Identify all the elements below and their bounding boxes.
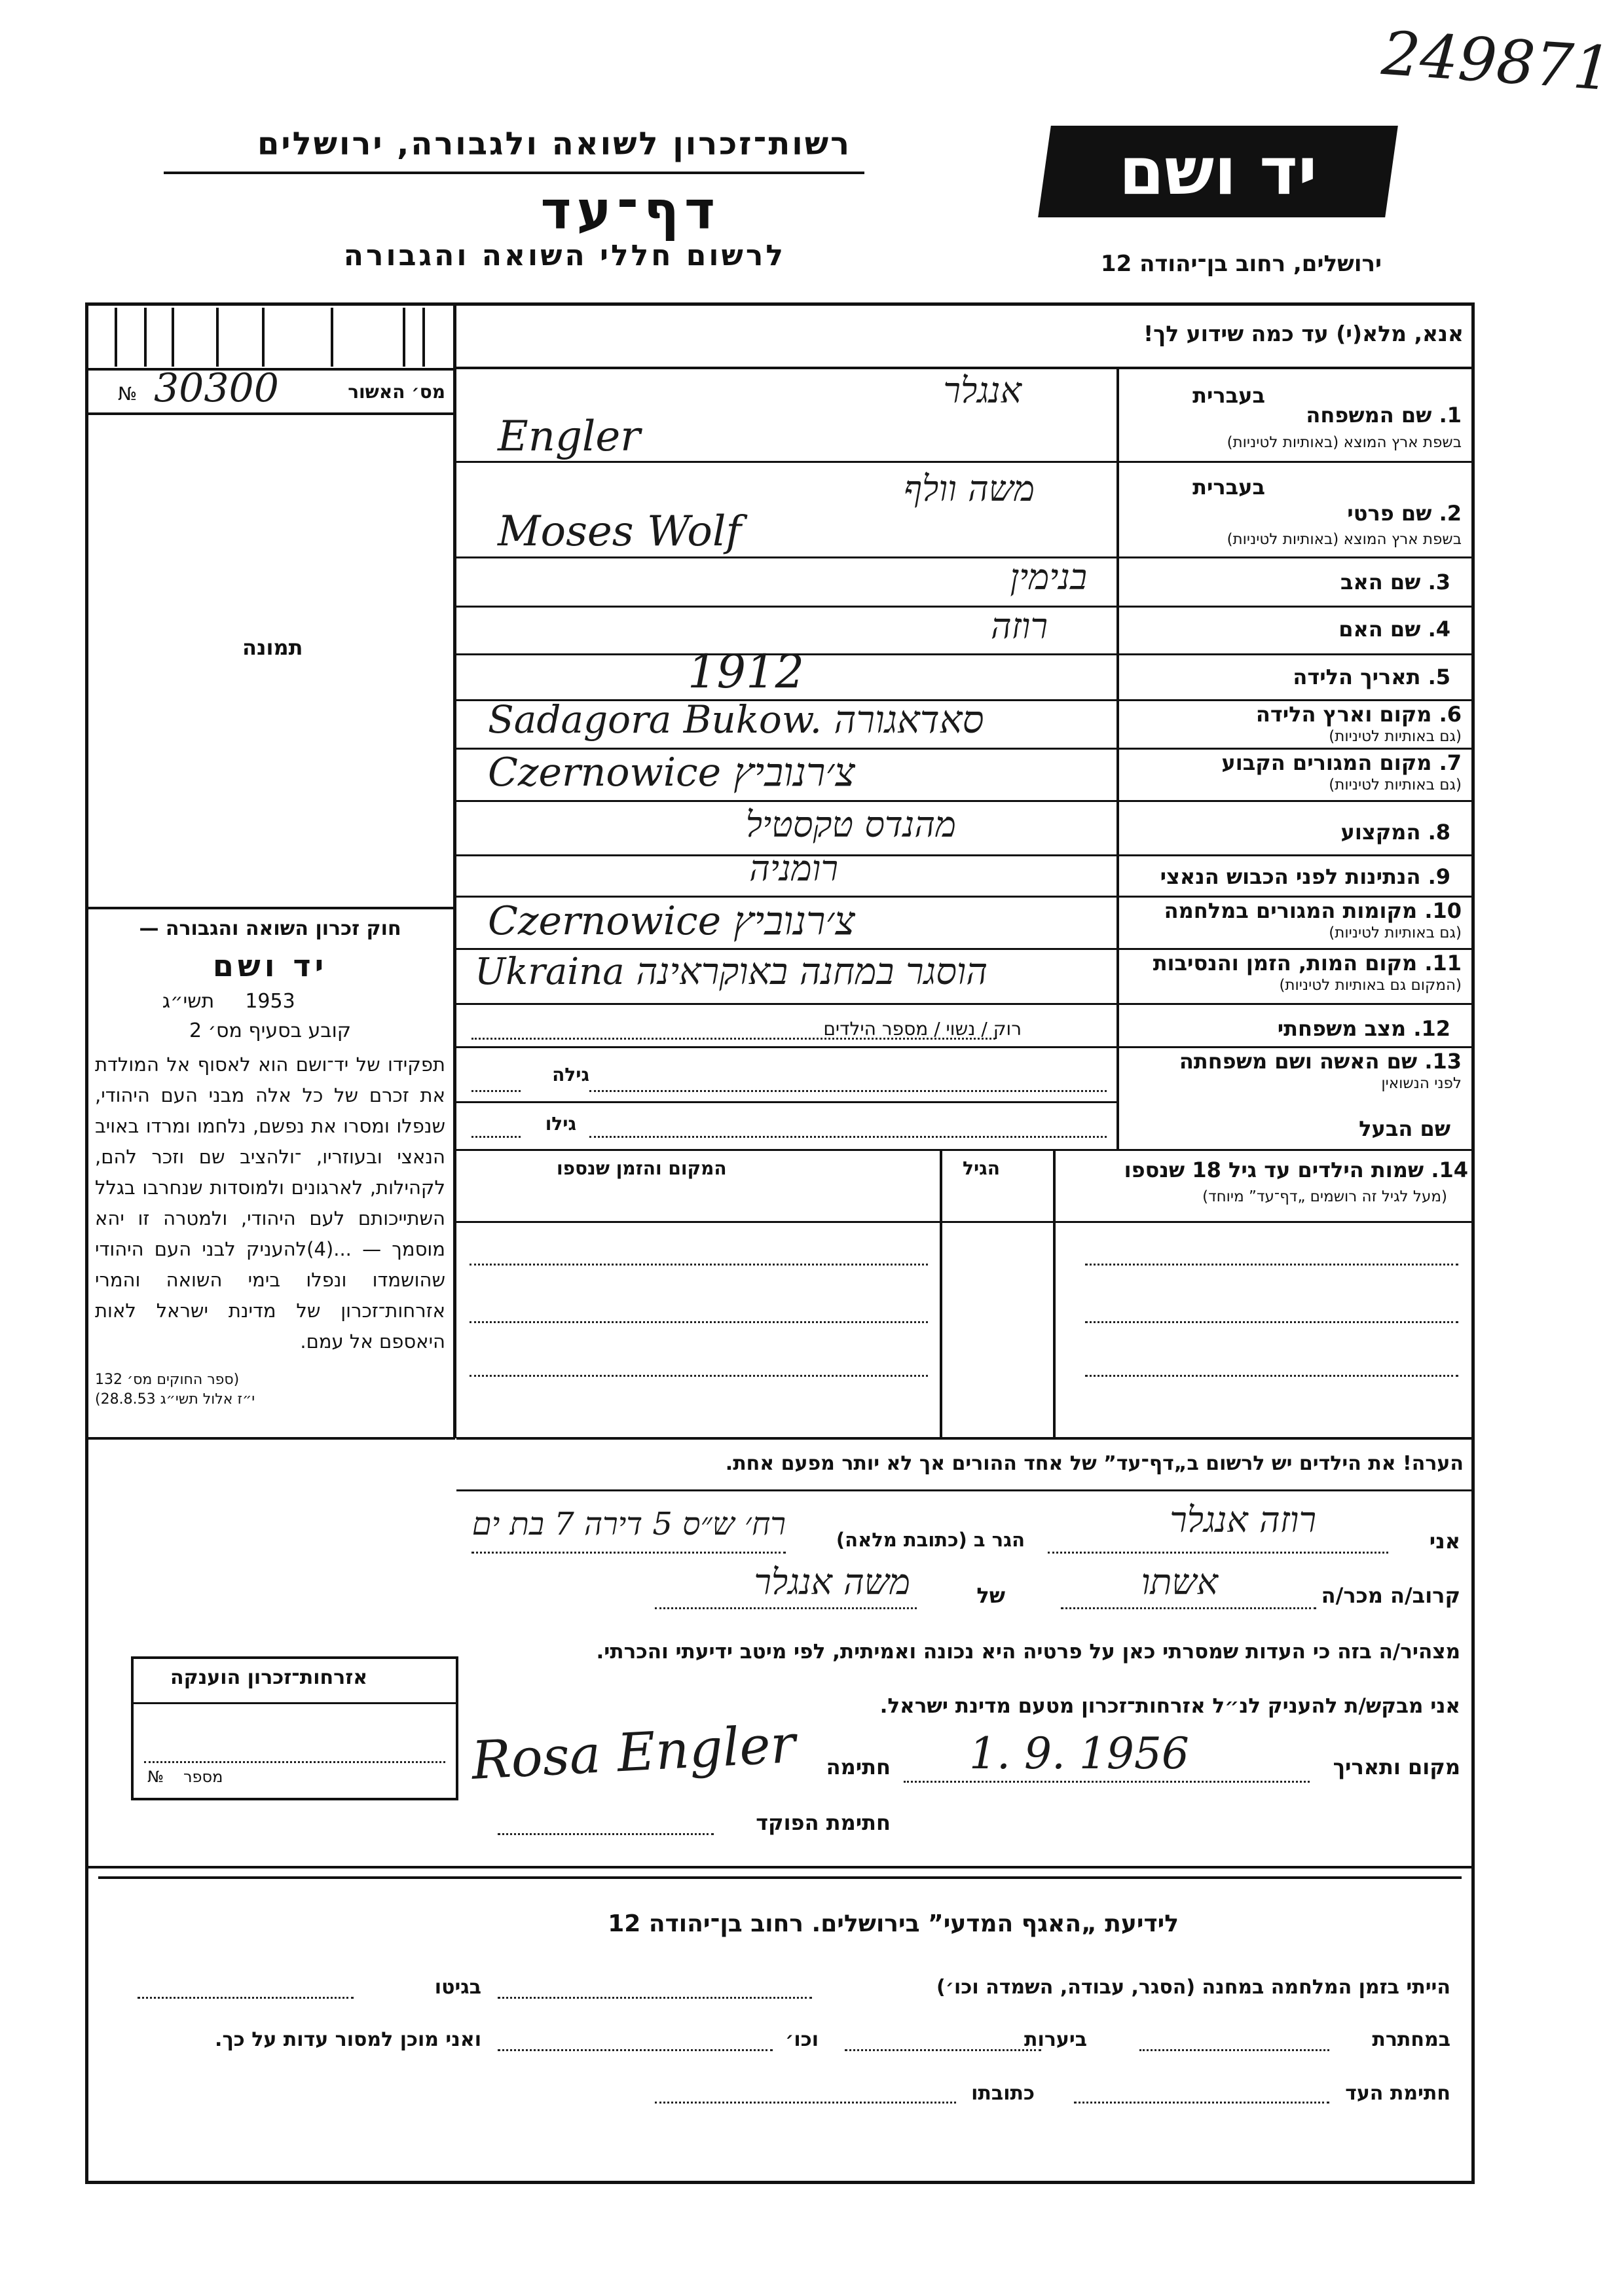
children-note: הערה! את הילדים יש לרשום ב„דף־עד” של אחד ההורים אך לא יותר מפעם אחת. <box>725 1452 1464 1475</box>
footer-title: לידיעת „האגף המדעי” בירושלים. רחוב בן־יהודה 12 <box>608 1910 1179 1937</box>
forests-field[interactable] <box>845 2049 1041 2051</box>
field-9-num: 9. <box>1428 864 1450 889</box>
children-num: 14. <box>1431 1157 1468 1182</box>
footer-witness-address: כתובתו <box>971 2082 1035 2105</box>
law-logo: יד ושם <box>212 948 328 983</box>
citizenship-no-mark: № <box>147 1768 164 1786</box>
field-5-name: תאריך הלידה <box>1293 665 1421 689</box>
law-citation-1: (ספר החוקים מס׳ 132 <box>95 1372 240 1388</box>
field-11-name: מקום המות, הזמן והנסיבות <box>1153 951 1418 975</box>
declaration-date[interactable]: 1. 9. 1956 <box>969 1728 1189 1779</box>
marital-status-options[interactable]: רוק / נשוי / מספר הילדים <box>823 1018 1022 1040</box>
place-date-label: מקום ותאריך <box>1333 1755 1460 1779</box>
children-col-place: המקום והזמן שנספו <box>557 1157 727 1179</box>
father-name[interactable]: בנימין <box>1010 556 1087 598</box>
field-7-label <box>1221 750 1462 775</box>
law-title: חוק זכרון השואה והגבורה — <box>139 917 401 940</box>
field-2-name: שם פרטי <box>1347 501 1432 526</box>
declarant-of-name[interactable]: משה אנגלר <box>754 1561 910 1603</box>
underground-field[interactable] <box>1139 2049 1329 2051</box>
birth-place[interactable]: Sadagora Bukow. סאדאגורה <box>488 697 984 742</box>
husband-age-label: גילו <box>545 1113 576 1135</box>
nationality[interactable]: רומניה <box>749 848 838 889</box>
wartime-residence[interactable]: Czernowice צ׳רנוביץ <box>488 898 855 944</box>
field-3-label <box>1340 570 1450 594</box>
field-12-label <box>1278 1016 1450 1041</box>
children-name: שמות הילדים עד גיל 18 שנספו <box>1124 1157 1424 1182</box>
of-label: של <box>976 1583 1005 1608</box>
field-13-num: 13. <box>1424 1049 1462 1074</box>
field-12-num: 12. <box>1413 1016 1450 1041</box>
registration-number-value: 30300 <box>154 365 279 411</box>
field-13-label <box>1179 1049 1462 1074</box>
footer-line1: הייתי בזמן המלחמה במחנה (הסגר, עבודה, השמדה וכו׳) <box>936 1976 1450 1999</box>
field-8-label <box>1341 820 1450 845</box>
children-col-age: הגיל <box>963 1157 1000 1179</box>
field-10-num: 10. <box>1424 898 1462 923</box>
field-2-hebrew-tag: בעברית <box>1192 475 1265 500</box>
field-6-sub: (גם באותיות לטיניות) <box>1329 728 1462 745</box>
declarant-signature[interactable]: Rosa Engler <box>470 1713 797 1791</box>
field-5-num: 5. <box>1428 665 1450 689</box>
law-panel <box>95 913 445 1410</box>
camp-field[interactable] <box>498 1997 812 1999</box>
field-8-name: המקצוע <box>1340 820 1421 845</box>
field-7-num: 7. <box>1439 750 1462 775</box>
law-section: קובע בסעיף מס׳ 2 <box>189 1019 352 1042</box>
field-2-sub: בשפת ארץ המוצא (באותיות לטיניות) <box>1227 531 1462 548</box>
header-address: ירושלים, רחוב בן־יהודה 12 <box>1100 251 1382 277</box>
field-7-sub: (גם באותיות לטיניות) <box>1329 776 1462 793</box>
field-3-name: שם האב <box>1340 570 1421 594</box>
law-body: תפקידו של יד־ושם הוא לאסוף אל המולדת את זכרם של כל אלה מבני העם היהודי, שנפלו ומסרו את נפשם, נלחמו ומרדו באויב הנאצי ובעוזריו, ־ולהציב שם וזכר להם, לקהילות, לארגונים ולמוסדות שנחרבו בגלל השתייכותם לעם היהודי, ולמטרה זו יהא מוסמך — ...(4)להעניק לבני העם היהודי שהושמדו ונפלו בימי השואה והמרי אזרחות־זכרון של מדינת ישראל לאות היאספם אל עמם. <box>95 1053 445 1353</box>
field-6-name: מקום וארץ הלידה <box>1255 702 1432 727</box>
field-7-name: מקום המגורים הקבוע <box>1221 750 1432 775</box>
declarant-ani: אני <box>1429 1529 1460 1554</box>
field-10-sub: (גם באותיות לטיניות) <box>1329 924 1462 941</box>
footer-underground: במחתרת <box>1372 2028 1450 2051</box>
footer-testimony: ואני מוכן למסור עדות על כך. <box>215 2028 481 2051</box>
field-2-num: 2. <box>1439 501 1462 526</box>
death-place-circumstances[interactable]: Ukraina הוסגר במחנה באוקראינה <box>475 951 988 993</box>
first-name-latin[interactable]: Moses Wolf <box>498 507 742 556</box>
law-heb-year: תשי״ג <box>162 990 215 1013</box>
husband-name-label: שם הבעל <box>1359 1116 1450 1141</box>
family-name-latin[interactable]: Engler <box>498 412 640 461</box>
official-signature-label: חתימת הפוקד <box>756 1810 891 1835</box>
ghetto-field[interactable] <box>138 1997 354 1999</box>
permanent-residence[interactable]: Czernowice צ׳רנוביץ <box>488 750 855 795</box>
relative-label: קרוב/ה מכר/ה <box>1321 1583 1460 1608</box>
declarant-relation[interactable]: אשתו <box>1141 1561 1218 1603</box>
authority-line: רשות־זכרון לשואה ולגבורה, ירושלים <box>257 126 851 162</box>
field-13-sub: לפני הנשואין <box>1381 1075 1462 1092</box>
field-3-num: 3. <box>1428 570 1450 594</box>
field-2-label <box>1347 501 1462 526</box>
field-9-name: הנתינות לפני הכבוש הנאצי <box>1160 864 1421 889</box>
form-title: דף־עד <box>540 180 720 241</box>
children-label <box>1124 1157 1468 1182</box>
wife-age-label: גילה <box>552 1064 589 1085</box>
field-13-name: שם האשה ושם משפחתה <box>1179 1049 1418 1074</box>
field-5-label <box>1293 665 1450 689</box>
law-year: 1953 <box>245 990 295 1013</box>
registration-no-mark: № <box>118 383 138 405</box>
profession[interactable]: מהנדס טקסטיל <box>745 804 956 845</box>
yad-vashem-logo <box>1038 126 1398 217</box>
footer-witness-signature: חתימת העד <box>1345 2082 1450 2105</box>
instruction: אנא, מלא(י) עד כמה שידוע לך! <box>1143 321 1464 346</box>
signature-label: חתימה <box>826 1755 891 1779</box>
etc-field[interactable] <box>498 2049 773 2051</box>
footer-etc: וכו׳ <box>785 2028 819 2051</box>
declarant-name[interactable]: רוזה אנגלר <box>1170 1499 1316 1540</box>
field-10-name: מקומות המגורים במלחמה <box>1164 898 1418 923</box>
footer-forests: ביערות <box>1024 2028 1087 2051</box>
children-table <box>456 1223 1475 1437</box>
family-name-hebrew[interactable]: אנגלר <box>943 370 1022 411</box>
request-text: אני מבקש/ת להעניק לנ״ל אזרחות־זכרון מטעם מדינת ישראל. <box>879 1694 1460 1718</box>
form-subtitle: לרשום חללי השואה והגבורה <box>343 239 786 272</box>
official-signature-field[interactable] <box>498 1833 714 1835</box>
field-11-sub: (המקום גם באותיות לטיניות) <box>1279 977 1462 994</box>
field-1-num: 1. <box>1439 403 1462 428</box>
photo-label: תמונה <box>242 635 303 660</box>
citizenship-number-field[interactable] <box>144 1761 445 1763</box>
declaration-text: מצהיר/ה בזה כי העדות שמסרתי כאן על פרטיה היא נכונה ואמיתית, לפי מיטב ידיעתי והכרתי. <box>596 1640 1460 1664</box>
field-1-name: שם המשפחה <box>1306 403 1432 428</box>
field-11-label <box>1153 951 1462 975</box>
declarant-address[interactable]: רח׳ ש״ס 5 דירה 7 בת ים <box>471 1506 786 1542</box>
witness-signature-field[interactable] <box>1074 2102 1329 2104</box>
children-sub: (מעל לגיל זה רושמים „דף־עד” מיוחד) <box>1202 1188 1447 1205</box>
field-1-hebrew-tag: בעברית <box>1192 383 1265 408</box>
law-citation-2: י״ז אלול תשי״ג 28.8.53) <box>95 1391 255 1408</box>
field-12-name: מצב משפחתי <box>1277 1016 1407 1041</box>
citizenship-number-label: מספר <box>183 1768 223 1786</box>
mother-name[interactable]: רוזה <box>990 606 1048 647</box>
logo-text: יד ושם <box>1118 133 1318 210</box>
field-6-num: 6. <box>1439 702 1462 727</box>
witness-address-field[interactable] <box>655 2102 956 2104</box>
field-4-label <box>1338 617 1450 642</box>
citizenship-title: אזרחות־זכרון הוענקה <box>170 1666 368 1689</box>
registration-number-field[interactable] <box>118 365 445 411</box>
registration-number-label: מס׳ האשור <box>348 381 445 403</box>
field-10-label <box>1164 898 1462 923</box>
archive-number: 249871 <box>1379 18 1614 105</box>
resides-label: הגר ב (כתובת מלאה) <box>836 1529 1025 1551</box>
field-8-num: 8. <box>1428 820 1450 845</box>
field-1-label <box>1306 403 1462 428</box>
field-4-name: שם האם <box>1338 617 1421 642</box>
footer-ghetto: בגיטו <box>434 1976 481 1999</box>
field-9-label <box>1160 864 1450 889</box>
field-1-sub: בשפת ארץ המוצא (באותיות לטיניות) <box>1227 434 1462 451</box>
field-4-num: 4. <box>1428 617 1450 642</box>
field-6-label <box>1256 702 1462 727</box>
first-name-hebrew[interactable]: משה וולף <box>904 468 1035 509</box>
birth-date[interactable]: 1912 <box>688 645 805 699</box>
field-11-num: 11. <box>1424 951 1462 975</box>
